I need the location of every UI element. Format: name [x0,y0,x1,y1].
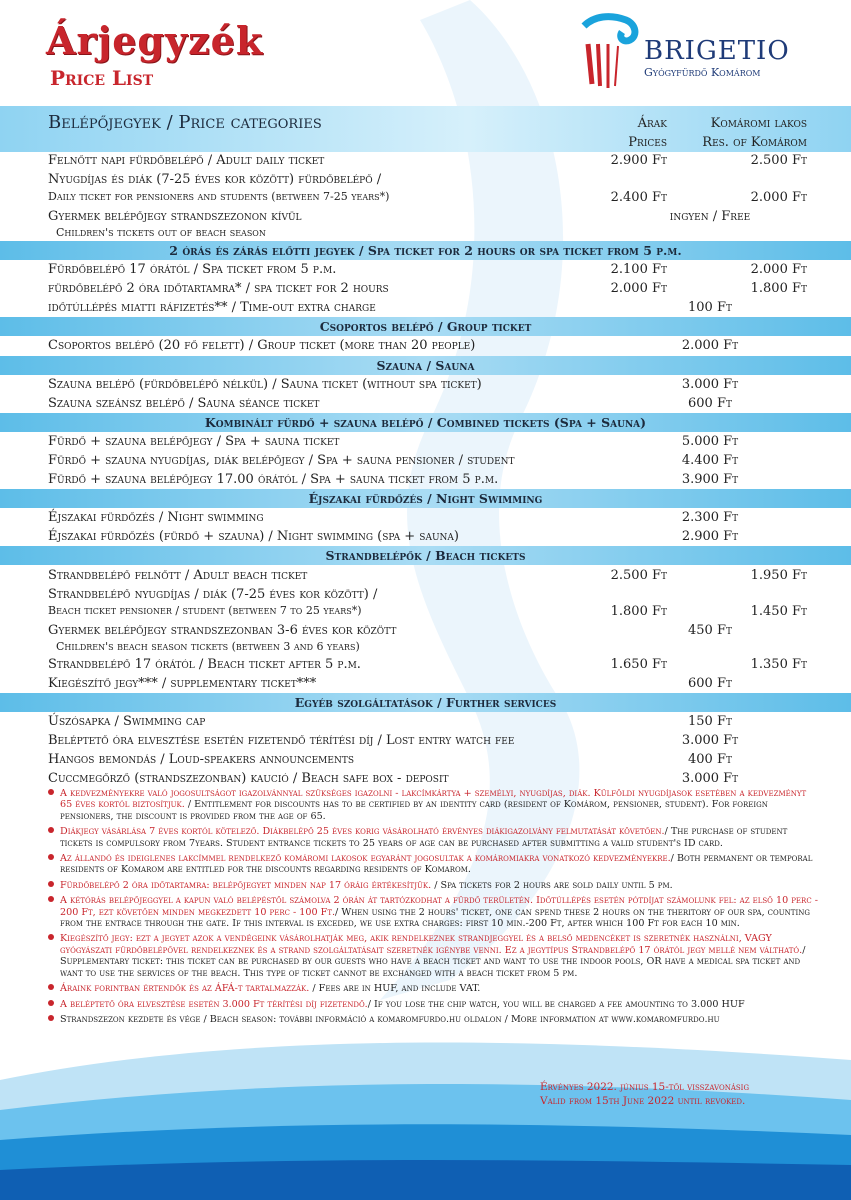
logo-emblem-icon [580,12,642,92]
footnote-en: / The purchase of student tickets is compulsory from 7years. Student entrance tickets to 25 years of age can be purchased after submitting a valid student's ID card. [60,826,788,849]
row-label: Kiegészítő jegy*** / supplementary ticket*** [48,676,317,691]
row-label: Cuccmegőrző (strandszezonban) kaució / Beach safe box - deposit [48,771,449,786]
footnote [48,826,818,849]
residents-column-header [702,114,807,152]
row-resident-price: 1.350 Ft [750,657,807,672]
price-row [0,655,851,675]
row-label: Felnőtt napi fürdőbelépő / Adult daily ticket [48,153,325,168]
row-label: Hangos bemondás / Loud-speakers announcements [48,752,354,767]
price-row [0,432,851,452]
row-label: Beléptető óra elvesztése esetén fizetendő térítési díj / Lost entry watch fee [48,733,515,748]
row-resident-price: 2.500 Ft [750,153,807,168]
row-price: 100 Ft [688,300,732,315]
price-row [0,731,851,751]
section-band: Kombinált fürdő + szauna belépő / Combined tickets (Spa + Sauna) [0,413,851,432]
bullet-icon [48,854,54,860]
footnote [48,999,818,1010]
brigetio-logo [580,12,820,92]
footnote-hu: Az állandó és ideiglenes lakcímmel rendelkező komáromi lakosok egyaránt jogosultak a komáromiakra vonatkozó kedvezményekre. [60,853,671,865]
row-label: Beach ticket pensioner / student (between 7 to 25 years*) [48,604,362,617]
bullet-icon [48,934,54,940]
row-price: 2.000 Ft [681,338,739,353]
price-row [0,769,851,789]
footnote-hu: A kedvezményekre való jogosultságot igazolvánnyal szükséges igazolni - lakcímkártya + személyi, nyugdíjas, diák. Külföldi nyugdíjasok esetében a kedvezményt 65 éves kortól biztosítjuk. [60,788,807,811]
row-label: Fürdő + szauna nyugdíjas, diák belépőjegy / Spa + sauna pensioner / student [48,453,515,468]
prices-col-line2: Prices [628,135,667,150]
footnote-en: / If you lose the chip watch, you will be charged a fee amounting to 3.000 HUF [367,998,745,1010]
footnote-en: / When using the 2 hours' ticket, one can spend these 2 hours on the theritory of our spa, counting from the entrace through the gate. If this interval is exceded, we use extra charges: first 10 min.-200 Ft, after which 100 Ft for each 10 min. [60,906,810,930]
price-row [0,394,851,414]
row-price: 3.000 Ft [681,377,739,392]
section-band: Strandbelépők / Beach tickets [0,546,851,565]
row-label: Gyermek belépőjegy strandszezonon kívül [48,209,302,224]
row-price: 600 Ft [688,676,732,691]
row-price: 3.000 Ft [681,733,739,748]
row-price: 2.300 Ft [681,510,739,525]
footnote [48,880,818,891]
footnote-en: / Supplementary ticket: this ticket can be purchased by our guests who have a beach ticket and want to use the indoor pools, OR have a medical spa ticket and want to use the services of the beach. This type of ticket cannot be exchanged with a beach ticket from 5 pm. [60,944,806,979]
section-band: Éjszakai fürdőzés / Night Swimming [0,489,851,508]
row-price: ingyen / Free [669,209,751,224]
row-resident-price: 1.450 Ft [750,604,807,619]
footnote-hu: Áraink forintban értendők és az ÁFÁ-t tartalmazzák. [60,983,310,995]
row-label: fürdőbelépő 2 óra időtartamra* / spa ticket for 2 hours [48,281,389,296]
row-label: Strandbelépő felnőtt / Adult beach ticket [48,568,308,583]
row-label: Éjszakai fürdőzés / Night swimming [48,510,264,525]
footnote [48,853,818,876]
price-row [0,279,851,299]
footnote-hu: A beléptető óra elvesztése esetén 3.000 Ft térítési díj fizetendő. [60,998,368,1010]
bullet-icon [48,881,54,887]
footnote-hu: Kiegészítő jegy: ezt a jegyet azok a vendégeink vásárolhatják meg, akik rendelkeznek strandjeggyel és a belső medencéket is szeretnék használni, VAGY gyógyászati fürdőbelépővel rendelkeznek és a strand szolgáltatásait szeretnék igénybe venni. Ez a jegytípus Strandbelépő 17 órától jegy mellé nem váltható. [60,933,803,956]
footnote-en: / Spa tickets for 2 hours are sold daily until 5 pm. [431,879,673,891]
row-resident-price: 2.000 Ft [750,190,807,205]
price-row [0,375,851,395]
row-price: 1.800 Ft [610,604,667,619]
bullet-icon [48,896,54,902]
footnote [48,788,818,822]
footnote-en: / Fees are in HUF, and include VAT. [309,983,481,995]
prices-column-header [628,114,667,152]
footnote [48,983,818,994]
category-heading: Belépőjegyek / Price categories [48,112,322,133]
price-table-header [0,106,851,152]
row-label: Children's tickets out of beach season [56,226,266,239]
row-resident-price: 2.000 Ft [750,262,807,277]
footnote-en: / Both permanent or temporal residents of Komarom are entitled for the discounts regarding residents of Komarom. [60,853,813,876]
footnote [48,1014,818,1025]
row-label: Daily ticket for pensioners and students (between 7-25 years*) [48,190,390,203]
price-row [0,451,851,471]
price-row [0,527,851,547]
residents-col-line2: Res. of Komárom [702,135,807,150]
footnote-en: Strandszezon kezdete és vége / Beach season: további információ a komaromfurdo.hu oldalon / More information at www.komaromfurdo.hu [60,1013,720,1025]
price-row [0,151,851,171]
page-subtitle: Price List [50,66,154,90]
footnote [48,933,818,979]
row-label: Strandbelépő nyugdíjas / diák (7-25 éves kor között) / [48,587,378,602]
row-resident-price: 1.800 Ft [750,281,807,296]
validity-hu: Érvényes 2022. június 15-től visszavonásig [540,1081,750,1093]
price-row [0,188,851,208]
price-row [0,336,851,356]
row-price: 3.000 Ft [681,771,739,786]
bullet-icon [48,1015,54,1021]
logo-name: BRIGETIO [644,36,790,66]
price-row [0,260,851,280]
row-label: Fürdő + szauna belépőjegy / Spa + sauna ticket [48,434,340,449]
row-label: Gyermek belépőjegy strandszezonban 3-6 éves kor között [48,623,397,638]
row-price: 400 Ft [688,752,732,767]
price-row [0,170,851,190]
footnote-hu: Diákjegy vásárlása 7 éves kortól kötelező. Diákbelépő 25 éves korig vásárolható érvényes diákigazolvány felmutatását követően. [60,826,665,838]
row-price: 2.100 Ft [610,262,667,277]
price-row [0,602,851,622]
page-title: Árjegyzék [46,18,264,63]
row-price: 5.000 Ft [681,434,739,449]
row-label: Strandbelépő 17 órától / Beach ticket after 5 p.m. [48,657,361,672]
price-row [0,470,851,490]
row-price: 4.400 Ft [681,453,739,468]
logo-subtitle: Gyógyfürdő Komárom [644,66,761,79]
row-label: Fürdő + szauna belépőjegy 17.00 órától / Spa + sauna ticket from 5 p.m. [48,472,499,487]
footnote [48,895,818,929]
row-price: 2.000 Ft [610,281,667,296]
row-label: Nyugdíjas és diák (7-25 éves kor között) fürdőbelépő / [48,172,382,187]
row-label: Children's beach season tickets (between 3 and 6 years) [56,640,360,653]
row-label: Úszósapka / Swimming cap [48,714,206,729]
footnote-hu: Fürdőbelépő 2 óra időtartamra: belépőjegyet minden nap 17 óráig értékesítjük. [60,879,432,891]
row-price: 1.650 Ft [610,657,667,672]
row-label: Szauna szeánsz belépő / Sauna séance ticket [48,396,320,411]
price-row [0,712,851,732]
prices-col-line1: Árak [637,116,667,131]
footnote-en: / Entitlement for discounts has to be certified by an identity card (resident of Komárom, pensioner, student). For foreign pensioners, the discount is provided from the age of 65. [60,799,768,822]
bullet-icon [48,789,54,795]
row-label: Éjszakai fürdőzés (fürdő + szauna) / Night swimming (spa + sauna) [48,529,459,544]
row-price: 600 Ft [688,396,732,411]
footnote-hu: A kétórás belépőjeggyel a kapun való belépéstől számolva 2 órán át tartózkodhat a fürdő területén. Időtúllépés esetén pótdíjat számolunk fel: az első 10 perc - 200 Ft, ezt követően minden megkezdett 10 perc - 100 Ft. [60,895,818,918]
row-price: 2.900 Ft [681,529,739,544]
footnotes [48,788,818,1029]
validity-note [540,1080,749,1108]
section-band: 2 órás és zárás előtti jegyek / Spa ticket for 2 hours or spa ticket from 5 p.m. [0,241,851,260]
price-row [0,566,851,586]
row-resident-price: 1.950 Ft [750,568,807,583]
bullet-icon [48,1000,54,1006]
validity-en: Valid from 15th June 2022 until revoked. [540,1095,746,1107]
row-price: 2.900 Ft [610,153,667,168]
price-row [0,750,851,770]
price-row [0,298,851,318]
price-row [0,674,851,694]
row-price: 3.900 Ft [681,472,739,487]
bullet-icon [48,827,54,833]
section-band: Csoportos belépő / Group ticket [0,317,851,336]
row-price: 450 Ft [688,623,732,638]
row-price: 2.400 Ft [610,190,667,205]
row-label: Fürdőbelépő 17 órától / Spa ticket from 5 p.m. [48,262,337,277]
section-band: Szauna / Sauna [0,356,851,375]
row-price: 2.500 Ft [610,568,667,583]
bullet-icon [48,984,54,990]
row-label: időtúllépés miatti ráfizetés** / Time-out extra charge [48,300,376,315]
row-label: Csoportos belépő (20 fő felett) / Group ticket (more than 20 people) [48,338,476,353]
section-band: Egyéb szolgáltatások / Further services [0,693,851,712]
row-label: Szauna belépő (fürdőbelépő nélkül) / Sauna ticket (without spa ticket) [48,377,482,392]
row-price: 150 Ft [688,714,732,729]
residents-col-line1: Komáromi lakos [710,116,807,131]
price-row [0,508,851,528]
